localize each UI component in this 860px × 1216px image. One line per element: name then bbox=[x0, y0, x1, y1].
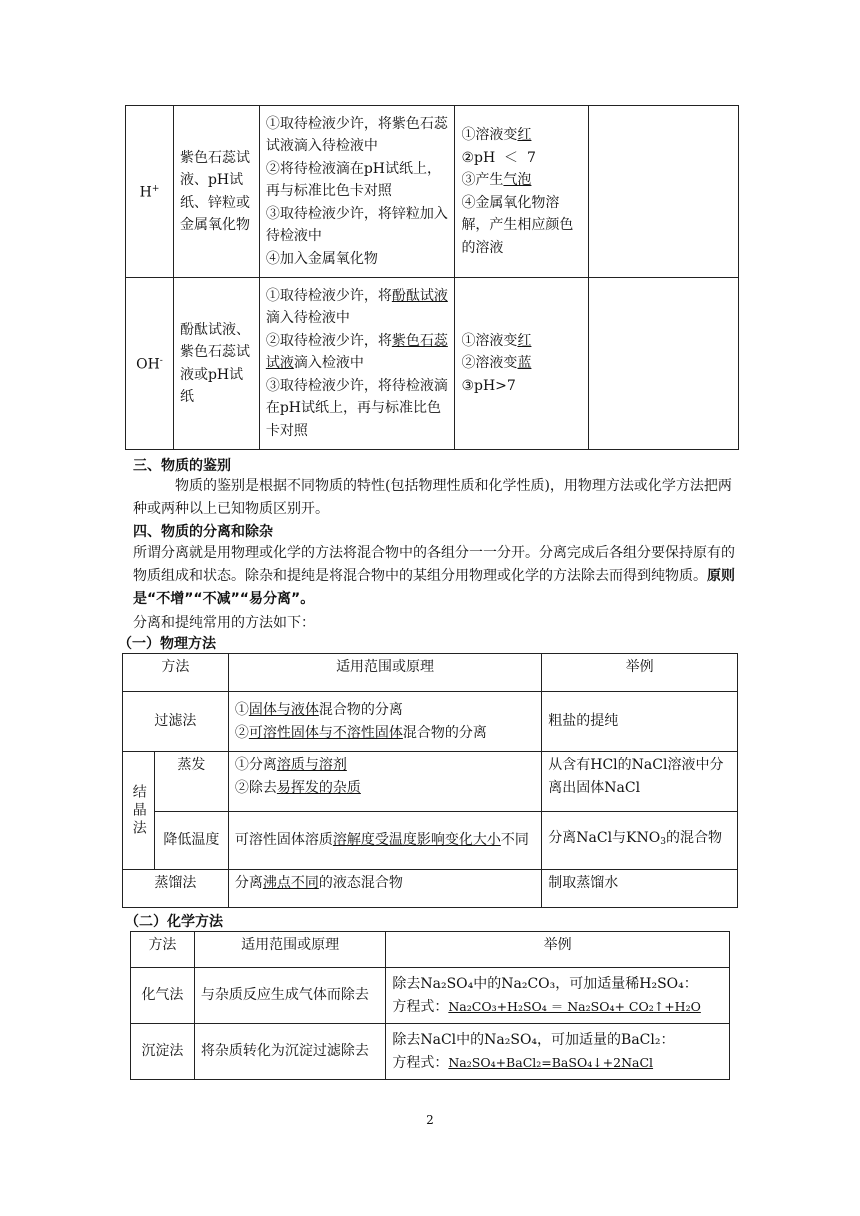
principle-cell: 分离沸点不同的液态混合物 bbox=[228, 870, 541, 908]
crystal-method-name: 结晶法 bbox=[123, 752, 155, 870]
chemical-heading: （二）化学方法 bbox=[125, 914, 223, 930]
example-line: 除去Na₂SO₄中的Na₂CO₃，可加适量稀H₂SO₄： bbox=[392, 976, 698, 992]
method-name: 蒸发 bbox=[154, 752, 228, 812]
principle-cell: 可溶性固体溶质溶解度受温度影响变化大小不同 bbox=[228, 812, 541, 870]
col-header: 方法 bbox=[123, 654, 229, 692]
chemical-methods-table bbox=[130, 931, 730, 1080]
table-row bbox=[131, 1024, 730, 1080]
method-cell bbox=[259, 278, 455, 450]
ion-label: OH bbox=[136, 357, 160, 374]
example-line: 除去NaCl中的Na₂SO₄，可加适量的BaCl₂： bbox=[392, 1032, 675, 1048]
table-header-row bbox=[123, 654, 738, 692]
table-row bbox=[126, 106, 739, 278]
table-row bbox=[123, 692, 738, 752]
method-name: 蒸馏法 bbox=[123, 870, 229, 908]
method-name: 降低温度 bbox=[154, 812, 228, 870]
example-cell bbox=[386, 1024, 730, 1080]
method-line: ②将待检液滴在pH试纸上，再与标准比色卡对照 bbox=[265, 160, 442, 200]
principle-text: 原则是“不增”“不减”“易分离”。 bbox=[133, 568, 735, 607]
col-header: 适用范围或原理 bbox=[228, 654, 541, 692]
physical-heading: （一）物理方法 bbox=[118, 636, 216, 652]
method-line: ①取待检液少许，将紫色石蕊试液滴入待检液中 bbox=[265, 115, 448, 155]
method-line: ②取待检液少许，将紫色石蕊试液滴入检液中 bbox=[265, 332, 448, 372]
ion-label: H bbox=[139, 185, 152, 202]
table-row bbox=[126, 278, 739, 450]
col-header: 举例 bbox=[386, 932, 730, 968]
phenomenon-line: ②溶液变蓝 bbox=[461, 355, 532, 372]
method-line: ③取待检液少许，将待检液滴在pH试纸上，再与标准比色卡对照 bbox=[265, 377, 448, 439]
principle-cell: ①固体与液体混合物的分离 ②可溶性固体与不溶性固体混合物的分离 bbox=[228, 692, 541, 752]
col-header: 举例 bbox=[542, 654, 738, 692]
method-name: 沉淀法 bbox=[131, 1024, 195, 1080]
equation-line: 方程式：Na₂CO₃+H₂SO₄ ＝ Na₂SO₄+ CO₂↑+H₂O bbox=[392, 998, 701, 1015]
reagent-text: 酚酞试液、紫色石蕊试液或pH试纸 bbox=[179, 321, 250, 405]
phenomenon-line: ①溶液变红 bbox=[461, 332, 532, 349]
phenomenon-line: ④金属氧化物溶解，产生相应颜色的溶液 bbox=[461, 194, 574, 256]
page-number: 2 bbox=[426, 1113, 434, 1127]
reagent-cell bbox=[173, 106, 259, 278]
empty-cell bbox=[589, 106, 739, 278]
section4-intro: 分离和提纯常用的方法如下： bbox=[133, 615, 315, 631]
table-row bbox=[123, 812, 738, 870]
section4-heading: 四、物质的分离和除杂 bbox=[133, 524, 273, 540]
table-row bbox=[123, 870, 738, 908]
principle-cell: ①分离溶质与溶剂 ②除去易挥发的杂质 bbox=[228, 752, 541, 812]
table-row bbox=[123, 752, 738, 812]
section4-paragraph: 所谓分离就是用物理或化学的方法将混合物中的各组分一一分开。分离完成后各组分要保持原有的物质组成和状态。除杂和提纯是将混合物中的某组分用物理或化学的方法除去而得到纯物质。原则是“不增”“不减”“易分离”。 bbox=[133, 545, 735, 607]
principle-cell: 与杂质反应生成气体而除去 bbox=[194, 968, 385, 1024]
example-cell bbox=[386, 968, 730, 1024]
method-line: ①取待检液少许，将酚酞试液滴入待检液中 bbox=[265, 287, 448, 327]
example-cell: 制取蒸馏水 bbox=[542, 870, 738, 908]
method-line: ④加入金属氧化物 bbox=[265, 250, 378, 267]
example-cell: 分离NaCl与$KNO_3$的混合物 bbox=[542, 812, 738, 870]
equation-line: 方程式：Na₂SO₄+BaCl₂=BaSO₄↓+2NaCl bbox=[392, 1054, 654, 1071]
ion-charge: - bbox=[159, 356, 163, 367]
example-cell: 粗盐的提纯 bbox=[542, 692, 738, 752]
method-name: 过滤法 bbox=[123, 692, 229, 752]
principle-cell: 将杂质转化为沉淀过滤除去 bbox=[194, 1024, 385, 1080]
phenomenon-line: ①溶液变红 bbox=[461, 127, 532, 143]
empty-cell bbox=[589, 278, 739, 450]
physical-methods-table bbox=[122, 653, 738, 908]
col-header: 方法 bbox=[131, 932, 195, 968]
example-cell: 从含有HCl的NaCl溶液中分离出固体NaCl bbox=[542, 752, 738, 812]
phenomenon-cell bbox=[455, 106, 589, 278]
col-header: 适用范围或原理 bbox=[194, 932, 385, 968]
reagent-cell bbox=[173, 278, 259, 450]
section3-heading: 三、物质的鉴别 bbox=[133, 458, 231, 474]
reagent-text: 紫色石蕊试液、pH试纸、锌粒或金属氧化物 bbox=[179, 149, 250, 233]
phenomenon-line: ②pH ＜ 7 bbox=[461, 149, 536, 166]
ion-cell bbox=[126, 278, 174, 450]
table-row bbox=[131, 968, 730, 1024]
method-cell bbox=[259, 106, 455, 278]
ion-charge: + bbox=[151, 184, 160, 195]
phenomenon-cell bbox=[455, 278, 589, 450]
phenomenon-line: ③pH>7 bbox=[461, 377, 516, 394]
method-name: 化气法 bbox=[131, 968, 195, 1024]
ion-cell bbox=[126, 106, 174, 278]
table-header-row bbox=[131, 932, 730, 968]
section3-paragraph: 物质的鉴别是根据不同物质的特性(包括物理性质和化学性质)，用物理方法或化学方法把两种或两种以上已知物质区别开。 bbox=[133, 478, 732, 517]
ion-test-table bbox=[125, 105, 739, 450]
method-line: ③取待检液少许，将锌粒加入待检液中 bbox=[265, 205, 448, 245]
phenomenon-line: ③产生气泡 bbox=[461, 172, 532, 188]
